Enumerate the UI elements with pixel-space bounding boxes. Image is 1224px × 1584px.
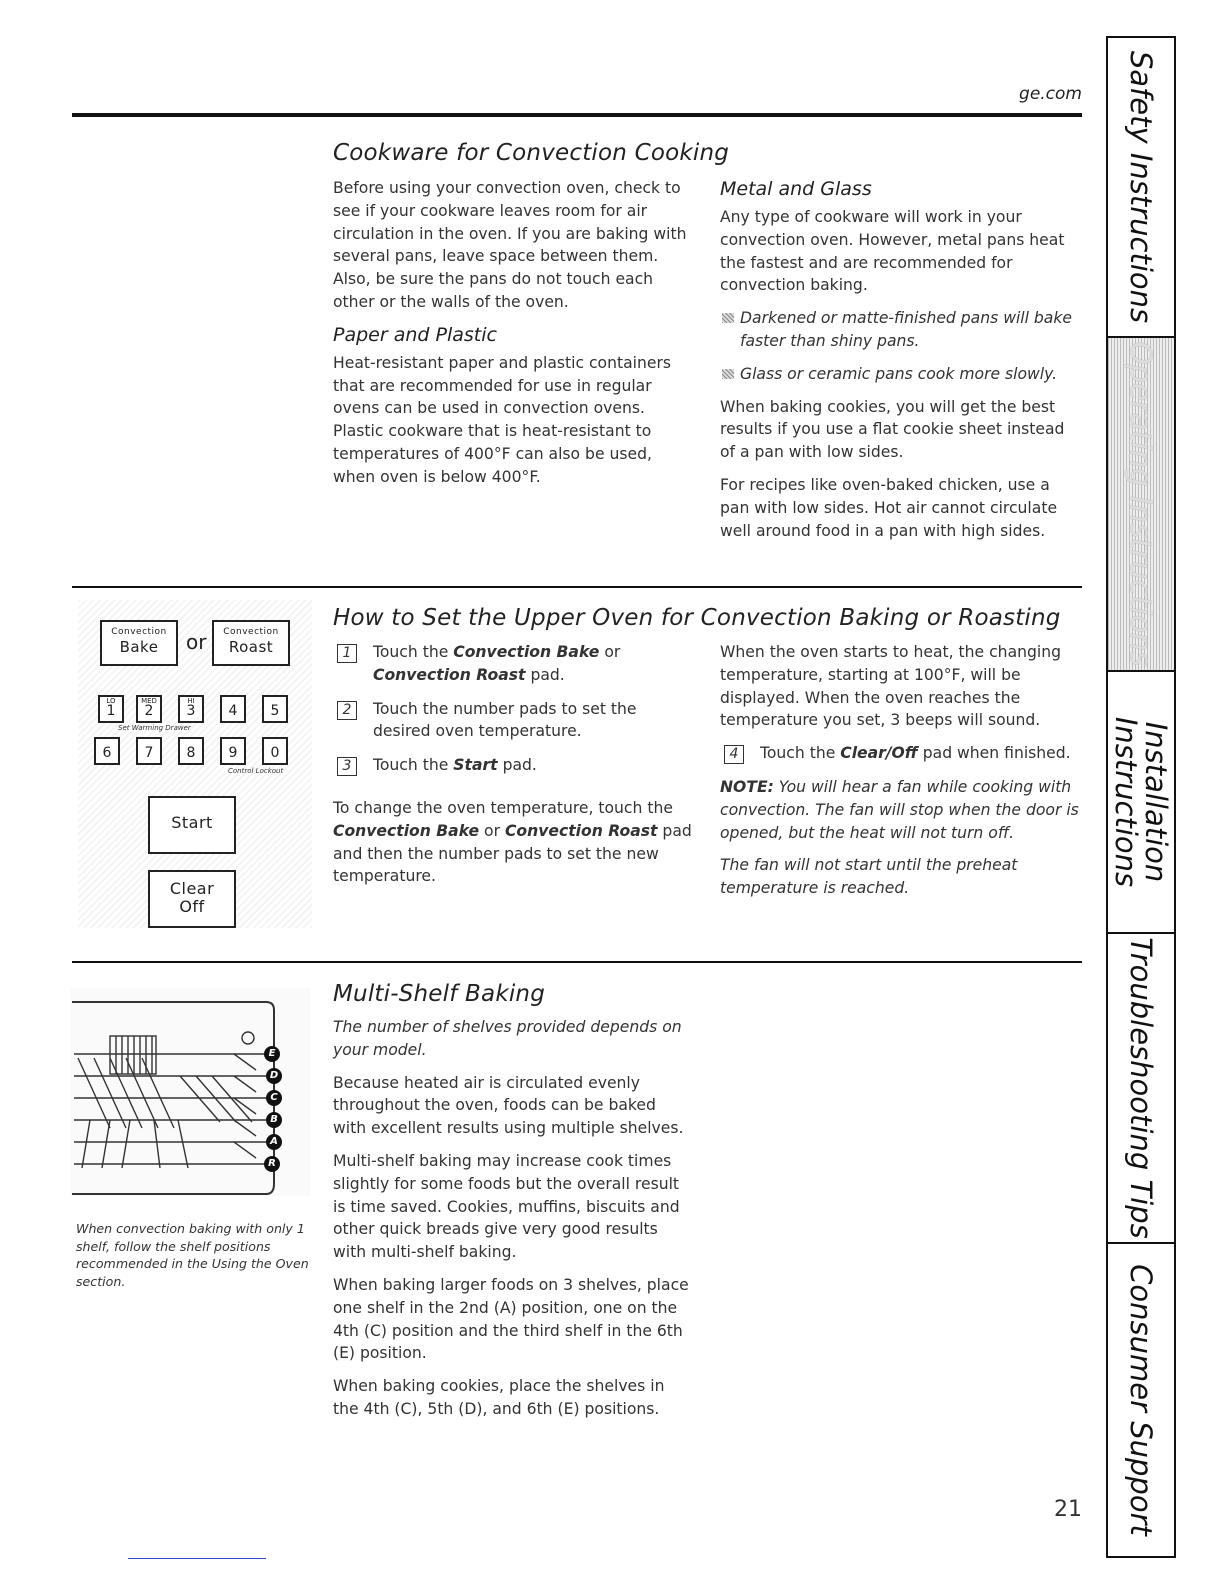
step-2: 2 Touch the number pads to set the desired oven temperature. (333, 698, 693, 744)
metal-glass-heading: Metal and Glass (720, 178, 872, 200)
or-label: or (186, 630, 207, 654)
cookware-left-column (333, 177, 693, 499)
step-4: 4 Touch the Clear/Off pad when finished. (720, 742, 1080, 765)
metal-glass-text: Any type of cookware will work in your convection oven. However, metal pans heat the fastest and are recommended for convection baking. (720, 208, 1065, 295)
multi-shelf-p3: When baking larger foods on 3 shelves, place one shelf in the 2nd (A) position, one on the 4th (C) position and the third shelf in the 6th (E) position. (333, 1275, 689, 1363)
multi-shelf-intro: The number of shelves provided depends on your model. (333, 1018, 682, 1059)
number-key-5: 5 (262, 695, 288, 723)
step-number-2: 2 (337, 701, 357, 720)
number-key-4: 4 (220, 695, 246, 723)
header-rule (72, 113, 1082, 117)
shelf-position-r-icon: R (264, 1156, 280, 1172)
page-number: 21 (1054, 1497, 1082, 1522)
convection-steps-right (720, 641, 1080, 910)
tab-operating-instructions[interactable]: Operating Instructions (1108, 338, 1174, 672)
multi-shelf-p1: Because heated air is circulated evenly throughout the oven, foods can be baked with excellent results using multiple shelves. (333, 1073, 684, 1138)
clear-off-key: Clear Off (148, 870, 236, 928)
bullet-glass (720, 363, 1080, 386)
bullet-darkened-text: Darkened or matte-finished pans will bake faster than shiny pans. (740, 309, 1072, 350)
convection-roast-key: Convection Roast (212, 620, 290, 666)
control-panel-illustration (78, 600, 312, 928)
number-key-8: 8 (178, 737, 204, 765)
bullet-square-icon (722, 369, 734, 379)
bullet-square-icon (722, 313, 734, 323)
tab-troubleshooting-tips[interactable]: Troubleshooting Tips (1108, 934, 1174, 1244)
section-rule-1 (72, 586, 1082, 588)
preheat-note: The fan will not start until the preheat temperature is reached. (720, 856, 1018, 898)
number-key-2: MED 2 (136, 695, 162, 723)
number-key-3: HI 3 (178, 695, 204, 723)
shelf-position-c-icon: C (266, 1090, 282, 1106)
footer-rule (128, 1558, 266, 1559)
shelf-position-b-icon: B (266, 1112, 282, 1128)
oven-shelf-illustration (70, 988, 310, 1196)
tab-consumer-support[interactable]: Consumer Support (1124, 1264, 1158, 1536)
chicken-text: For recipes like oven-baked chicken, use a pan with low sides. Hot air cannot circulate well around food in a pan with high sides. (720, 475, 1058, 540)
warming-drawer-label: Set Warming Drawer (118, 724, 191, 732)
number-key-0: 0 (262, 737, 288, 765)
step-3: 3 Touch the Start pad. (333, 754, 693, 777)
bullet-darkened (720, 307, 1080, 353)
number-key-6: 6 (94, 737, 120, 765)
section-rule-2 (72, 961, 1082, 963)
control-lockout-label: Control Lockout (228, 767, 284, 775)
start-key: Start (148, 796, 236, 854)
step-number-4: 4 (724, 745, 744, 764)
number-key-1: LO 1 (98, 695, 124, 723)
cookware-intro: Before using your convection oven, check to see if your cookware leaves room for air circulation in the oven. If you are baking with several pans, leave space between them. Also, be sure the pans do not touch each other or the walls of the oven. (333, 179, 687, 311)
number-key-7: 7 (136, 737, 162, 765)
cookie-sheet-text: When baking cookies, you will get the best results if you use a flat cookie sheet instead of a pan with low sides. (720, 397, 1065, 462)
bullet-glass-text: Glass or ceramic pans cook more slowly. (740, 364, 1058, 383)
tab-safety-instructions[interactable]: Safety Instructions (1108, 38, 1174, 338)
multi-shelf-p2: Multi-shelf baking may increase cook times slightly for some foods but the overall result is time saved. Cookies, muffins, biscuits and other quick breads give very good results with multi-shelf baking. (333, 1151, 680, 1262)
convection-steps-left (333, 641, 693, 898)
multi-shelf-column (333, 1016, 693, 1431)
step-1: 1 Touch the Convection Bake or Convection Roast pad. (333, 641, 693, 687)
multi-shelf-title: Multi-Shelf Baking (333, 981, 546, 1007)
shelf-position-a-icon: A (266, 1134, 282, 1150)
cookware-title: Cookware for Convection Cooking (333, 140, 730, 166)
section-tabs (1106, 36, 1176, 1558)
step-number-1: 1 (337, 644, 357, 663)
heat-display-text: When the oven starts to heat, the changing temperature, starting at 100°F, will be displayed. When the oven reaches the temperature you set, 3 beeps will sound. (720, 643, 1062, 730)
step-number-3: 3 (337, 757, 357, 776)
convection-setup-title: How to Set the Upper Oven for Convection Baking or Roasting (333, 605, 1061, 631)
tab-installation-instructions[interactable]: Installation Instructions (1108, 672, 1174, 934)
fan-note: NOTE: You will hear a fan while cooking with convection. The fan will stop when the door is opened, but the heat will not turn off. (720, 777, 1079, 842)
multi-shelf-p4: When baking cookies, place the shelves in the 4th (C), 5th (D), and 6th (E) positions. (333, 1377, 665, 1418)
site-url: ge.com (1019, 84, 1082, 104)
cookware-right-column (720, 178, 1080, 552)
shelf-position-e-icon: E (264, 1046, 280, 1062)
paper-plastic-text: Heat-resistant paper and plastic containers that are recommended for use in regular ovens can be used in convection ovens. Plastic cookware that is heat-resistant to temperatures of 400°F can also be used, when oven is below 400°F. (333, 353, 671, 486)
number-key-9: 9 (220, 737, 246, 765)
paper-plastic-heading: Paper and Plastic (333, 323, 497, 346)
shelf-caption: When convection baking with only 1 shelf, follow the shelf positions recommended in the Using the Oven section. (76, 1221, 309, 1289)
convection-bake-key: Convection Bake (100, 620, 178, 666)
shelf-position-d-icon: D (266, 1068, 282, 1084)
change-temperature-text: To change the oven temperature, touch the Convection Bake or Convection Roast pad and then the number pads to set the new temperature. (333, 798, 692, 886)
